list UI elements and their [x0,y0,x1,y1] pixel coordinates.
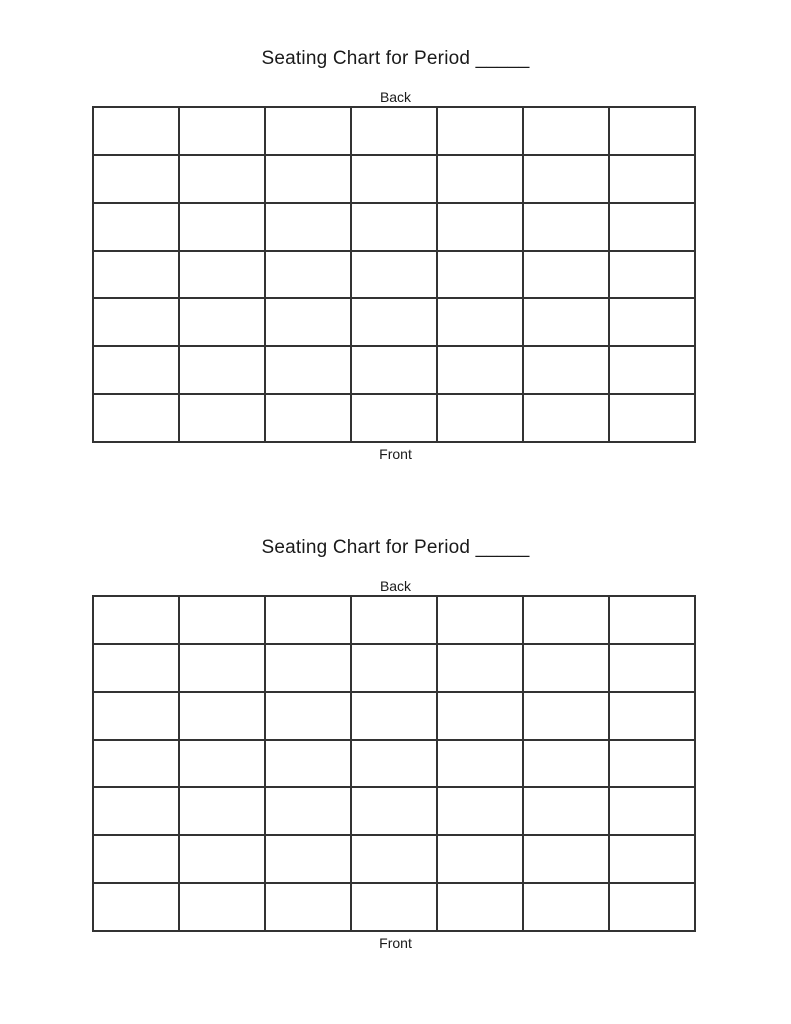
seat-cell [438,645,522,691]
seat-cell [524,347,608,393]
seat-cell [524,252,608,298]
seat-cell [610,741,694,787]
seat-cell [352,299,436,345]
seat-cell [180,108,264,154]
section-2-title: Seating Chart for Period _____ [261,537,530,558]
seat-cell [266,299,350,345]
seat-cell [438,252,522,298]
seat-cell [610,884,694,930]
seat-cell [94,299,178,345]
seat-cell [352,693,436,739]
seat-cell [524,204,608,250]
seat-cell [94,108,178,154]
seat-cell [524,299,608,345]
seat-cell [94,204,178,250]
seat-cell [610,156,694,202]
seat-cell [438,108,522,154]
seat-cell [438,204,522,250]
seat-cell [94,836,178,882]
seat-cell [610,204,694,250]
seat-cell [438,395,522,441]
section-1-title: Seating Chart for Period _____ [261,48,530,69]
seat-cell [94,693,178,739]
seat-cell [610,645,694,691]
seat-cell [352,788,436,834]
seat-cell [610,108,694,154]
seat-cell [94,597,178,643]
seat-cell [180,836,264,882]
section-2-front-label: Front [379,935,412,951]
seat-cell [352,252,436,298]
seat-cell [438,836,522,882]
seat-cell [524,693,608,739]
seat-cell [352,156,436,202]
seat-cell [180,395,264,441]
seat-cell [524,156,608,202]
seat-cell [352,597,436,643]
seat-cell [180,645,264,691]
seat-cell [352,204,436,250]
seat-cell [352,347,436,393]
seat-cell [610,788,694,834]
seat-cell [438,347,522,393]
seat-cell [94,788,178,834]
section-1-back-label: Back [379,89,412,105]
seat-cell [180,884,264,930]
seat-cell [352,645,436,691]
seat-cell [352,395,436,441]
section-2-back-label: Back [379,578,412,594]
seat-cell [524,884,608,930]
seat-cell [610,347,694,393]
seat-cell [94,741,178,787]
seat-cell [438,597,522,643]
seat-cell [266,108,350,154]
seat-cell [266,252,350,298]
seat-cell [94,347,178,393]
seat-cell [266,395,350,441]
seat-cell [180,347,264,393]
section-1-seating-grid [92,106,696,443]
seat-cell [438,156,522,202]
seat-cell [180,693,264,739]
seat-cell [94,645,178,691]
seat-cell [610,252,694,298]
section-1-front-label: Front [379,446,412,462]
seat-cell [438,788,522,834]
seat-cell [94,252,178,298]
seat-cell [266,788,350,834]
seat-cell [524,597,608,643]
seat-cell [266,156,350,202]
seat-cell [180,788,264,834]
seat-cell [352,108,436,154]
seat-cell [180,299,264,345]
seat-cell [610,693,694,739]
seat-cell [438,693,522,739]
seat-cell [352,741,436,787]
seat-cell [524,788,608,834]
seat-cell [352,884,436,930]
seat-cell [180,252,264,298]
seat-cell [94,395,178,441]
seat-cell [266,347,350,393]
seat-cell [610,299,694,345]
seat-cell [266,645,350,691]
seat-cell [180,204,264,250]
seat-cell [610,597,694,643]
seat-cell [610,836,694,882]
seat-cell [266,884,350,930]
seat-cell [266,597,350,643]
seat-cell [524,108,608,154]
seat-cell [524,741,608,787]
seat-cell [180,156,264,202]
seat-cell [266,741,350,787]
seat-cell [94,156,178,202]
seat-cell [438,741,522,787]
seat-cell [94,884,178,930]
seat-cell [180,597,264,643]
seat-cell [438,299,522,345]
seat-cell [266,693,350,739]
seat-cell [610,395,694,441]
section-2-seating-grid [92,595,696,932]
seat-cell [524,836,608,882]
seat-cell [180,741,264,787]
seat-cell [266,836,350,882]
seat-cell [524,395,608,441]
seat-cell [266,204,350,250]
seat-cell [438,884,522,930]
seat-cell [524,645,608,691]
seat-cell [352,836,436,882]
